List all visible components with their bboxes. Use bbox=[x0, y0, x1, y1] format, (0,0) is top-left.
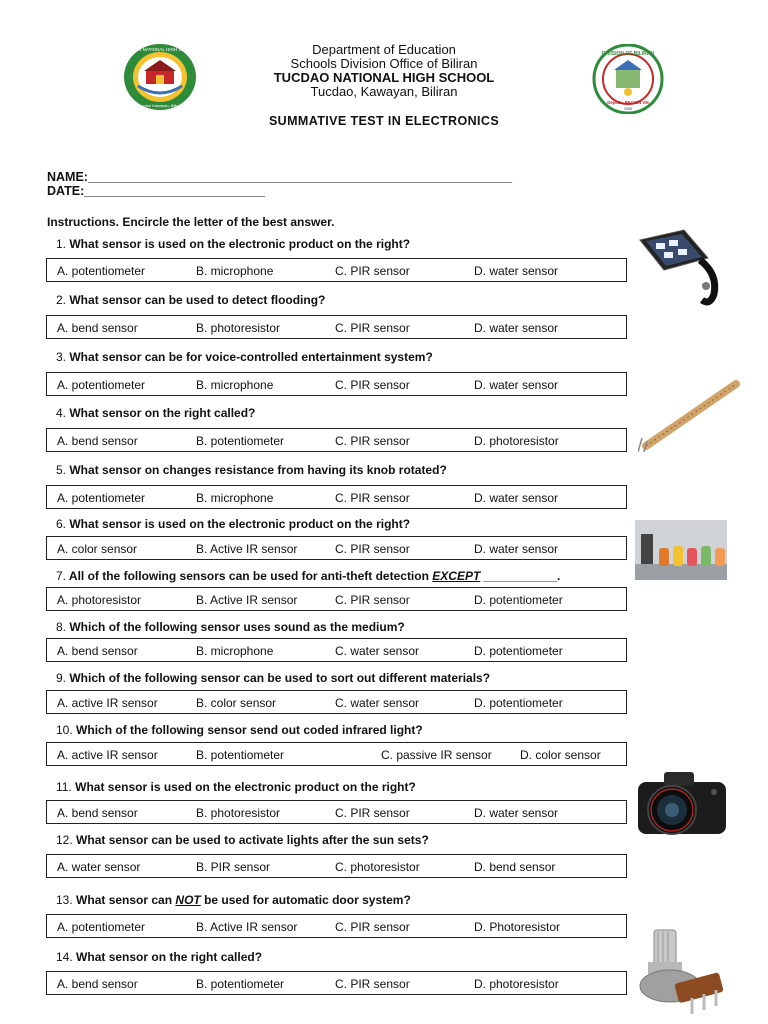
school-name: TUCDAO NATIONAL HIGH SCHOOL bbox=[273, 70, 495, 85]
answer-options-5 bbox=[46, 485, 627, 509]
answer-option-d[interactable]: D. potentiometer bbox=[474, 696, 563, 710]
answer-option-d[interactable]: D. bend sensor bbox=[474, 860, 556, 874]
question-number: 4. bbox=[56, 406, 67, 420]
question-number: 14. bbox=[56, 950, 73, 964]
answer-option-b[interactable]: B. color sensor bbox=[196, 696, 277, 710]
question-3 bbox=[56, 350, 433, 364]
question-14 bbox=[56, 950, 262, 964]
question-4 bbox=[56, 406, 255, 420]
question-text: What sensor can bbox=[76, 893, 173, 907]
department-line: Department of Education bbox=[312, 42, 456, 57]
answer-option-d[interactable]: D. color sensor bbox=[520, 748, 601, 762]
question-8 bbox=[56, 620, 405, 634]
answer-option-c[interactable]: C. photoresistor bbox=[335, 860, 420, 874]
answer-option-d[interactable]: D. potentiometer bbox=[474, 593, 563, 607]
answer-option-b[interactable]: B. Active IR sensor bbox=[196, 920, 298, 934]
answer-option-d[interactable]: D. photoresistor bbox=[474, 977, 559, 991]
answer-option-c[interactable]: C. passive IR sensor bbox=[381, 748, 492, 762]
question-number: 7. bbox=[56, 569, 67, 583]
question-13 bbox=[56, 893, 411, 907]
color-sensor-image bbox=[635, 520, 727, 580]
answer-option-c[interactable]: C. PIR sensor bbox=[335, 806, 410, 820]
answer-option-c[interactable]: C. PIR sensor bbox=[335, 321, 410, 335]
answer-option-d[interactable]: D. water sensor bbox=[474, 321, 559, 335]
answer-option-c[interactable]: C. PIR sensor bbox=[335, 434, 410, 448]
answer-option-c[interactable]: C. water sensor bbox=[335, 644, 420, 658]
answer-options-13 bbox=[46, 914, 627, 938]
question-text: Which of the following sensor can be used to sort out different materials? bbox=[69, 671, 491, 685]
question-text: What sensor on the right called? bbox=[76, 950, 263, 964]
question-text: What sensor can be used to activate lights after the sun sets? bbox=[76, 833, 429, 847]
answer-options-4 bbox=[46, 428, 627, 452]
answer-option-d[interactable]: D. water sensor bbox=[474, 491, 559, 505]
question-number: 6. bbox=[56, 517, 67, 531]
answer-options-11 bbox=[46, 800, 627, 824]
question-12 bbox=[56, 833, 429, 847]
answer-option-a[interactable]: A. bend sensor bbox=[57, 806, 138, 820]
question-number: 11. bbox=[56, 780, 72, 794]
answer-option-c[interactable]: C. PIR sensor bbox=[335, 977, 410, 991]
question-5 bbox=[56, 463, 447, 477]
answer-option-a[interactable]: A. bend sensor bbox=[57, 321, 138, 335]
answer-option-a[interactable]: A. potentiometer bbox=[57, 264, 146, 278]
answer-option-a[interactable]: A. photoresistor bbox=[57, 593, 142, 607]
answer-option-a[interactable]: A. color sensor bbox=[57, 542, 138, 556]
answer-option-b[interactable]: B. potentiometer bbox=[196, 434, 285, 448]
question-2 bbox=[56, 293, 325, 307]
question-text: What sensor can be for voice-controlled entertainment system? bbox=[69, 350, 433, 364]
answer-option-b[interactable]: B. microphone bbox=[196, 264, 274, 278]
question-number: 8. bbox=[56, 620, 67, 634]
answer-option-d[interactable]: D. water sensor bbox=[474, 542, 559, 556]
test-title: SUMMATIVE TEST IN ELECTRONICS bbox=[268, 114, 500, 128]
question-number: 5. bbox=[56, 463, 67, 477]
question-1 bbox=[56, 237, 410, 251]
question-emphasis: NOT bbox=[175, 893, 201, 907]
question-10 bbox=[56, 723, 423, 737]
answer-options-3 bbox=[46, 372, 627, 396]
question-7 bbox=[56, 569, 560, 583]
division-logo-text: DIVISION OF BILIRAN bbox=[602, 51, 654, 57]
division-line: Schools Division Office of Biliran bbox=[290, 56, 478, 71]
answer-option-b[interactable]: B. potentiometer bbox=[196, 977, 285, 991]
question-text-end: be used for automatic door system? bbox=[200, 893, 411, 907]
question-text: All of the following sensors can be used for anti-theft detection bbox=[68, 569, 429, 583]
answer-option-d[interactable]: D. water sensor bbox=[474, 378, 559, 392]
question-6 bbox=[56, 517, 410, 531]
answer-option-b[interactable]: B. microphone bbox=[196, 378, 274, 392]
answer-options-10 bbox=[46, 742, 627, 766]
answer-option-a[interactable]: A. potentiometer bbox=[57, 378, 146, 392]
question-number: 13. bbox=[56, 893, 73, 907]
answer-option-b[interactable]: B. Active IR sensor bbox=[196, 593, 298, 607]
answer-option-a[interactable]: A. active IR sensor bbox=[57, 748, 158, 762]
name-field[interactable]: NAME:_____________________________________________________________ bbox=[47, 170, 513, 184]
answer-options-8 bbox=[46, 638, 627, 662]
school-logo-text: TUCDAO NATIONAL HIGH SCHOOL bbox=[122, 47, 198, 52]
answer-option-a[interactable]: A. bend sensor bbox=[57, 644, 138, 658]
answer-option-d[interactable]: D. photoresistor bbox=[474, 434, 559, 448]
answer-option-d[interactable]: D. water sensor bbox=[474, 806, 559, 820]
answer-option-c[interactable]: C. water sensor bbox=[335, 696, 420, 710]
question-text: What sensor on changes resistance from having its knob rotated? bbox=[69, 463, 447, 477]
question-number: 3. bbox=[56, 350, 67, 364]
division-logo-subtext: DepED · REGION VIII bbox=[607, 100, 649, 105]
question-number: 9. bbox=[56, 671, 67, 685]
answer-option-b[interactable]: B. microphone bbox=[196, 644, 274, 658]
bend-sensor-image bbox=[638, 378, 742, 452]
question-text: Which of the following sensor send out coded infrared light? bbox=[76, 723, 423, 737]
answer-option-d[interactable]: D. Photoresistor bbox=[474, 920, 561, 934]
answer-option-b[interactable]: B. Active IR sensor bbox=[196, 542, 298, 556]
school-logo-subtext: Tucdao Kawayan, Biliran bbox=[137, 103, 183, 108]
answer-options-14 bbox=[46, 971, 627, 995]
answer-options-2 bbox=[46, 315, 627, 339]
answer-option-b[interactable]: B. PIR sensor bbox=[196, 860, 271, 874]
question-emphasis: EXCEPT bbox=[432, 569, 481, 583]
answer-options-7 bbox=[46, 587, 627, 611]
answer-options-6 bbox=[46, 536, 627, 560]
question-number: 2. bbox=[56, 293, 67, 307]
answer-options-1 bbox=[46, 258, 627, 282]
question-text: What sensor on the right called? bbox=[69, 406, 256, 420]
answer-options-12 bbox=[46, 854, 627, 878]
answer-option-c[interactable]: C. PIR sensor bbox=[335, 920, 410, 934]
answer-option-c[interactable]: C. PIR sensor bbox=[335, 542, 410, 556]
solar-street-light-image bbox=[634, 228, 726, 308]
question-number: 12. bbox=[56, 833, 73, 847]
answer-option-c[interactable]: C. PIR sensor bbox=[335, 593, 410, 607]
question-number: 10. bbox=[56, 723, 73, 737]
dslr-camera-image bbox=[634, 764, 730, 840]
answer-option-b[interactable]: B. photoresistor bbox=[196, 806, 281, 820]
instructions: Instructions. Encircle the letter of the best answer. bbox=[47, 215, 335, 229]
question-9 bbox=[56, 671, 490, 685]
answer-options-9 bbox=[46, 690, 627, 714]
question-text: Which of the following sensor uses sound as the medium? bbox=[69, 620, 405, 634]
question-11 bbox=[56, 780, 416, 794]
answer-option-d[interactable]: D. potentiometer bbox=[474, 644, 563, 658]
division-logo-year: 2005 bbox=[624, 107, 632, 111]
question-text: What sensor can be used to detect flooding? bbox=[69, 293, 326, 307]
answer-option-a[interactable]: A. potentiometer bbox=[57, 920, 146, 934]
answer-option-a[interactable]: A. potentiometer bbox=[57, 491, 146, 505]
question-text-end: ___________. bbox=[480, 569, 561, 583]
potentiometer-image bbox=[632, 926, 728, 1016]
question-text: What sensor is used on the electronic product on the right? bbox=[75, 780, 416, 794]
question-number: 1. bbox=[56, 237, 67, 251]
school-address: Tucdao, Kawayan, Biliran bbox=[310, 84, 458, 99]
date-field[interactable]: DATE:__________________________ bbox=[47, 184, 266, 198]
answer-option-b[interactable]: B. microphone bbox=[196, 491, 274, 505]
answer-option-b[interactable]: B. potentiometer bbox=[196, 748, 285, 762]
question-text: What sensor is used on the electronic product on the right? bbox=[69, 517, 411, 531]
answer-option-c[interactable]: C. PIR sensor bbox=[335, 491, 410, 505]
answer-option-c[interactable]: C. PIR sensor bbox=[335, 378, 410, 392]
answer-option-d[interactable]: D. water sensor bbox=[474, 264, 559, 278]
answer-option-b[interactable]: B. photoresistor bbox=[196, 321, 281, 335]
answer-option-a[interactable]: A. active IR sensor bbox=[57, 696, 158, 710]
answer-option-a[interactable]: A. bend sensor bbox=[57, 977, 138, 991]
answer-option-a[interactable]: A. bend sensor bbox=[57, 434, 138, 448]
answer-option-a[interactable]: A. water sensor bbox=[57, 860, 141, 874]
answer-option-c[interactable]: C. PIR sensor bbox=[335, 264, 410, 278]
question-text: What sensor is used on the electronic product on the right? bbox=[69, 237, 411, 251]
